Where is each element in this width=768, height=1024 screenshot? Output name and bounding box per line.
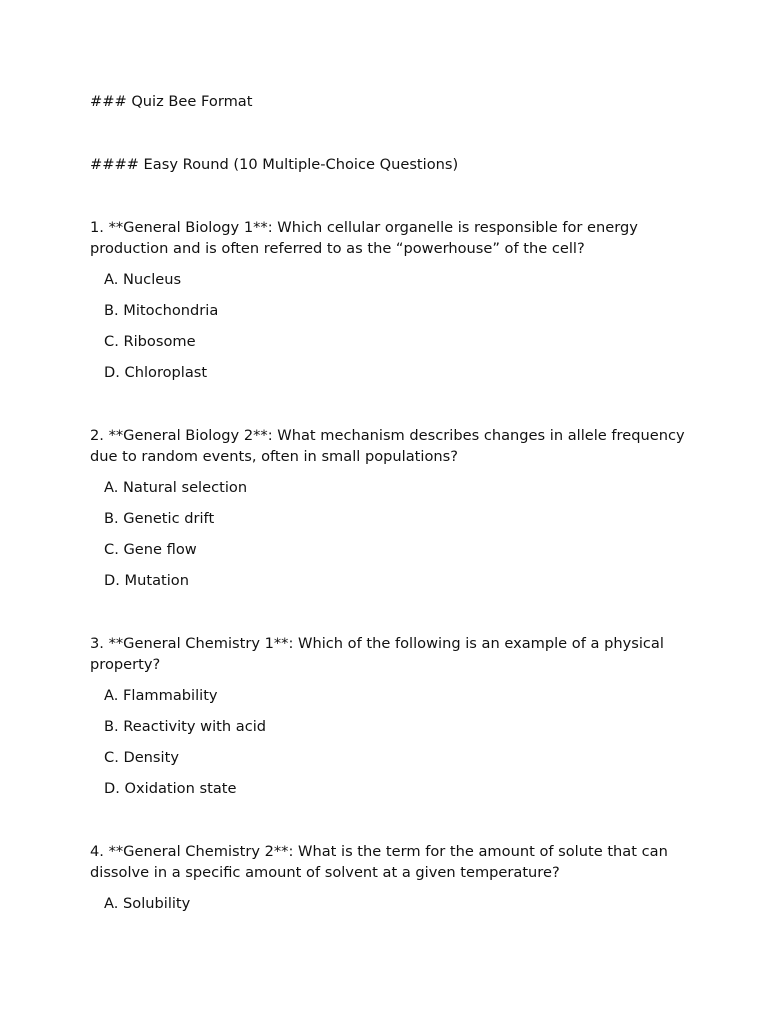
question-2 [90, 425, 690, 591]
option-a: A. Flammability [104, 687, 218, 704]
question-text: 4. **General Chemistry 2**: What is the term for the amount of solute that can dissolve in a specific amount of solvent at a given temperature? [90, 843, 668, 881]
question-1 [90, 217, 690, 383]
question-text: 2. **General Biology 2**: What mechanism describes changes in allele frequency due to random events, often in small populations? [90, 427, 685, 465]
option-d: D. Chloroplast [104, 364, 208, 381]
option-a: A. Solubility [104, 895, 191, 912]
option-c: C. Ribosome [104, 333, 196, 350]
option-a: A. Natural selection [104, 479, 248, 496]
option-c: C. Gene flow [104, 541, 197, 558]
option-b: B. Reactivity with acid [104, 718, 267, 735]
option-b: B. Mitochondria [104, 302, 219, 319]
option-a: A. Nucleus [104, 271, 182, 288]
question-text: 1. **General Biology 1**: Which cellular organelle is responsible for energy production and is often referred to as the “powerhouse” of the cell? [90, 219, 638, 257]
document-page [90, 91, 690, 956]
quiz-format-heading: ### Quiz Bee Format [90, 93, 253, 110]
question-text: 3. **General Chemistry 1**: Which of the following is an example of a physical property? [90, 635, 664, 673]
option-d: D. Mutation [104, 572, 189, 589]
option-b: B. Genetic drift [104, 510, 215, 527]
question-3 [90, 633, 690, 799]
option-d: D. Oxidation state [104, 780, 237, 797]
option-c: C. Density [104, 749, 179, 766]
easy-round-heading: #### Easy Round (10 Multiple-Choice Questions) [90, 156, 459, 173]
question-4 [90, 841, 690, 914]
